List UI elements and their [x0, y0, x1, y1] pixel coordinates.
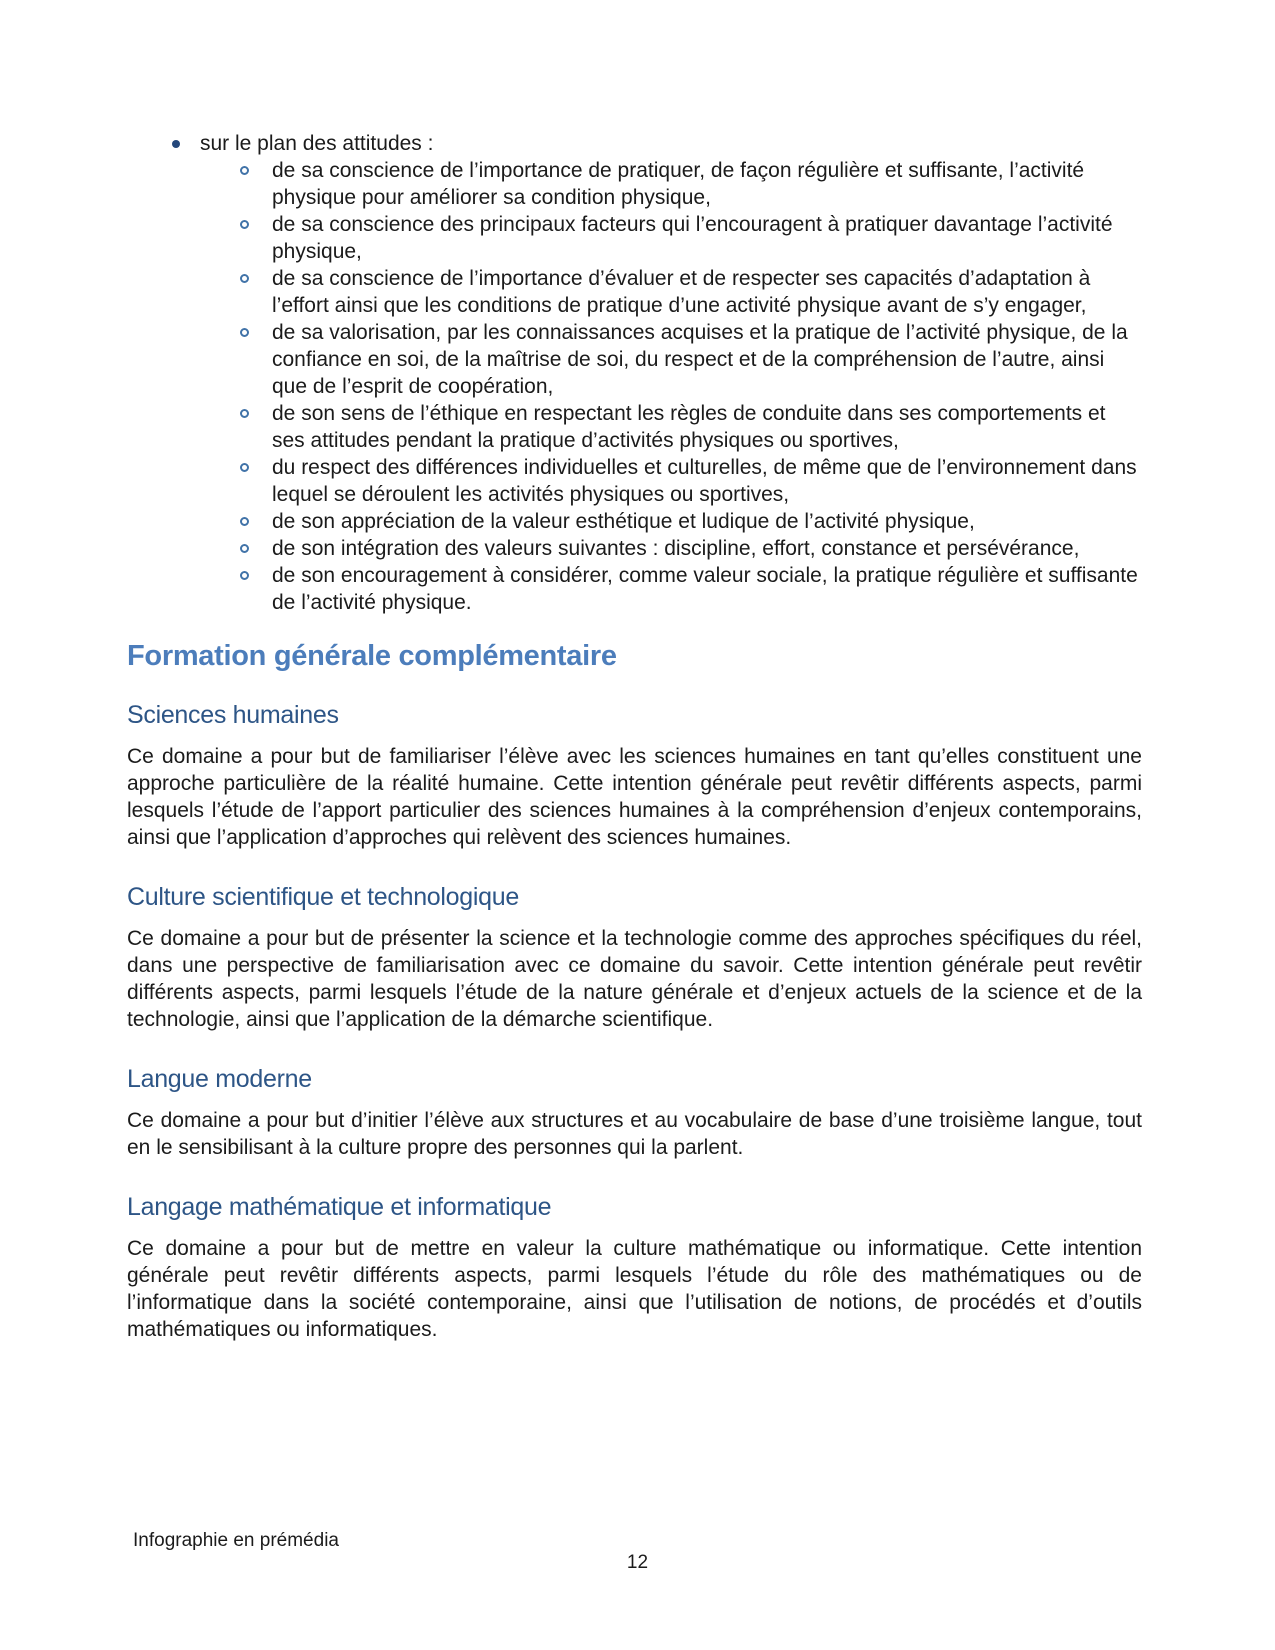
circle-bullet-icon	[240, 220, 249, 229]
list-item-lead	[127, 130, 1142, 616]
list-item	[127, 157, 1142, 211]
section-culture-scientifique	[127, 884, 1142, 1033]
list-item	[127, 319, 1142, 400]
section-heading: Sciences humaines	[127, 701, 339, 729]
list-item	[127, 400, 1142, 454]
list-item-text: de sa conscience de l’importance de pratiquer, de façon régulière et suffisante, l’activité physique pour améliorer sa condition physique,	[272, 159, 1085, 209]
list-item-text: de sa conscience des principaux facteurs qui l’encouragent à pratiquer davantage l’activité physique,	[272, 213, 1113, 263]
list-item-text: de son intégration des valeurs suivantes : discipline, effort, constance et persévérance,	[272, 537, 1080, 560]
circle-bullet-icon	[240, 328, 249, 337]
footer-text: Infographie en prémédia	[133, 1530, 339, 1551]
main-heading: Formation générale complémentaire	[127, 640, 617, 672]
disc-bullet-icon	[172, 140, 180, 148]
section-body: Ce domaine a pour but de mettre en valeur la culture mathématique ou informatique. Cette intention générale peut revêtir différents aspects, parmi lesquels l’étude du rôle des mathématiques ou de l’informatique dans la société contemporaine, ainsi que l’utilisation de notions, de procédés et d’outils mathématiques ou informatiques.	[127, 1237, 1142, 1341]
section-langue-moderne	[127, 1066, 1142, 1161]
circle-bullet-icon	[240, 409, 249, 418]
circle-bullet-icon	[240, 517, 249, 526]
list-item-text: de sa valorisation, par les connaissances acquises et la pratique de l’activité physique, de la confiance en soi, de la maîtrise de soi, du respect et de la compréhension de l’autre, ainsi que de l’esprit de coopération,	[272, 321, 1128, 398]
attitudes-sublist	[127, 157, 1142, 616]
list-item	[127, 211, 1142, 265]
list-item-text: sur le plan des attitudes :	[200, 132, 434, 155]
circle-bullet-icon	[240, 274, 249, 283]
attitudes-list	[127, 130, 1142, 616]
section-sciences-humaines	[127, 702, 1142, 851]
circle-bullet-icon	[240, 166, 249, 175]
circle-bullet-icon	[240, 571, 249, 580]
page-number: 12	[626, 1552, 649, 1573]
circle-bullet-icon	[240, 463, 249, 472]
page-content	[127, 130, 1142, 1343]
list-item	[127, 454, 1142, 508]
section-body: Ce domaine a pour but de familiariser l’élève avec les sciences humaines en tant qu’elles constituent une approche particulière de la réalité humaine. Cette intention générale peut revêtir différents aspects, parmi lesquels l’étude de l’apport particulier des sciences humaines à la compréhension d’enjeux contemporains, ainsi que l’application d’approches qui relèvent des sciences humaines.	[127, 745, 1142, 849]
list-item-text: du respect des différences individuelles et culturelles, de même que de l’environnement dans lequel se déroulent les activités physiques ou sportives,	[272, 456, 1137, 506]
list-item	[127, 562, 1142, 616]
list-item-text: de sa conscience de l’importance d’évaluer et de respecter ses capacités d’adaptation à l’effort ainsi que les conditions de pratique d’une activité physique avant de s’y engager,	[272, 267, 1091, 317]
section-body: Ce domaine a pour but d’initier l’élève aux structures et au vocabulaire de base d’une troisième langue, tout en le sensibilisant à la culture propre des personnes qui la parlent.	[127, 1109, 1142, 1159]
list-item-text: de son appréciation de la valeur esthétique et ludique de l’activité physique,	[272, 510, 975, 533]
section-heading: Langage mathématique et informatique	[127, 1193, 552, 1221]
circle-bullet-icon	[240, 544, 249, 553]
section-body: Ce domaine a pour but de présenter la science et la technologie comme des approches spécifiques du réel, dans une perspective de familiarisation avec ce domaine du savoir. Cette intention générale peut revêtir différents aspects, parmi lesquels l’étude de la nature générale et d’enjeux actuels de la science et de la technologie, ainsi que l’application de la démarche scientifique.	[127, 927, 1142, 1031]
section-heading: Culture scientifique et technologique	[127, 883, 519, 911]
list-item	[127, 508, 1142, 535]
section-heading: Langue moderne	[127, 1065, 312, 1093]
list-item	[127, 535, 1142, 562]
list-item-text: de son encouragement à considérer, comme valeur sociale, la pratique régulière et suffisante de l’activité physique.	[272, 564, 1138, 614]
list-item	[127, 265, 1142, 319]
section-langage-mathematique	[127, 1194, 1142, 1343]
list-item-text: de son sens de l’éthique en respectant les règles de conduite dans ses comportements et ses attitudes pendant la pratique d’activités physiques ou sportives,	[272, 402, 1106, 452]
